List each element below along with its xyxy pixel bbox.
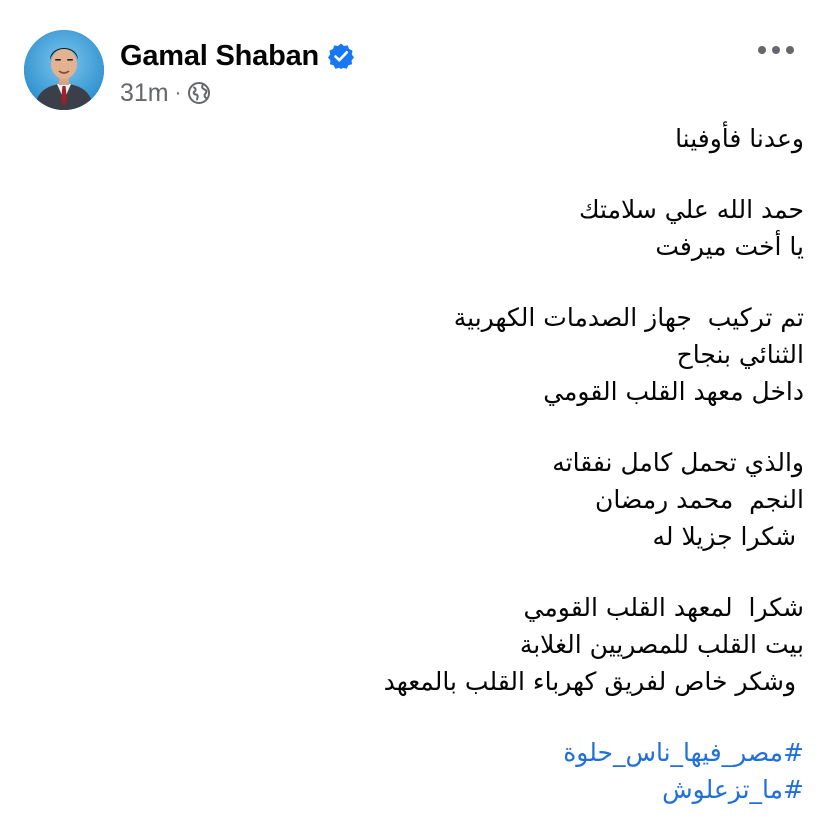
author-block bbox=[120, 38, 355, 110]
post-text-line: الثنائي بنجاح bbox=[676, 340, 804, 369]
paragraph-gap bbox=[24, 410, 804, 444]
paragraph-gap bbox=[24, 700, 804, 734]
meta-separator: · bbox=[174, 82, 182, 104]
post-text-line: حمد الله علي سلامتك bbox=[578, 195, 804, 224]
post-text-line: النجم محمد رمضان bbox=[595, 485, 804, 514]
post-text-line: داخل معهد القلب القومي bbox=[543, 377, 804, 406]
hashtag-link[interactable]: #ما_تزعلوش bbox=[662, 775, 804, 804]
author-row bbox=[120, 38, 355, 74]
verified-badge-icon bbox=[327, 42, 355, 70]
paragraph-gap bbox=[24, 265, 804, 299]
author-name[interactable]: Gamal Shaban bbox=[120, 40, 320, 72]
post-text-line: شكرا جزيلا له bbox=[652, 522, 804, 551]
post-text-line: تم تركيب جهاز الصدمات الكهربية bbox=[453, 303, 804, 332]
post-text-line: بيت القلب للمصريين الغلابة bbox=[519, 630, 804, 659]
hashtag-link[interactable]: #مصر_فيها_ناس_حلوة bbox=[563, 738, 804, 767]
post-text bbox=[24, 120, 804, 808]
more-options-button[interactable] bbox=[752, 34, 800, 66]
post-text-line: والذي تحمل كامل نفقاته bbox=[552, 448, 804, 477]
author-avatar[interactable] bbox=[24, 30, 104, 110]
post-text-line: شكرا لمعهد القلب القومي bbox=[523, 593, 804, 622]
paragraph-gap bbox=[24, 555, 804, 589]
post-timestamp[interactable]: 31m bbox=[120, 79, 169, 107]
top-edge-fragment bbox=[171, 0, 179, 4]
paragraph-gap bbox=[24, 157, 804, 191]
more-horizontal-icon bbox=[756, 44, 796, 56]
globe-icon[interactable] bbox=[187, 81, 211, 105]
avatar-portrait-icon bbox=[24, 30, 104, 110]
post-text-line: وشكر خاص لفريق كهرباء القلب بالمعهد bbox=[383, 667, 804, 696]
post-text-line: يا أخت ميرفت bbox=[655, 232, 804, 261]
post-text-line: وعدنا فأوفينا bbox=[675, 124, 804, 153]
post-meta-row bbox=[120, 78, 355, 108]
post-header bbox=[24, 30, 804, 112]
